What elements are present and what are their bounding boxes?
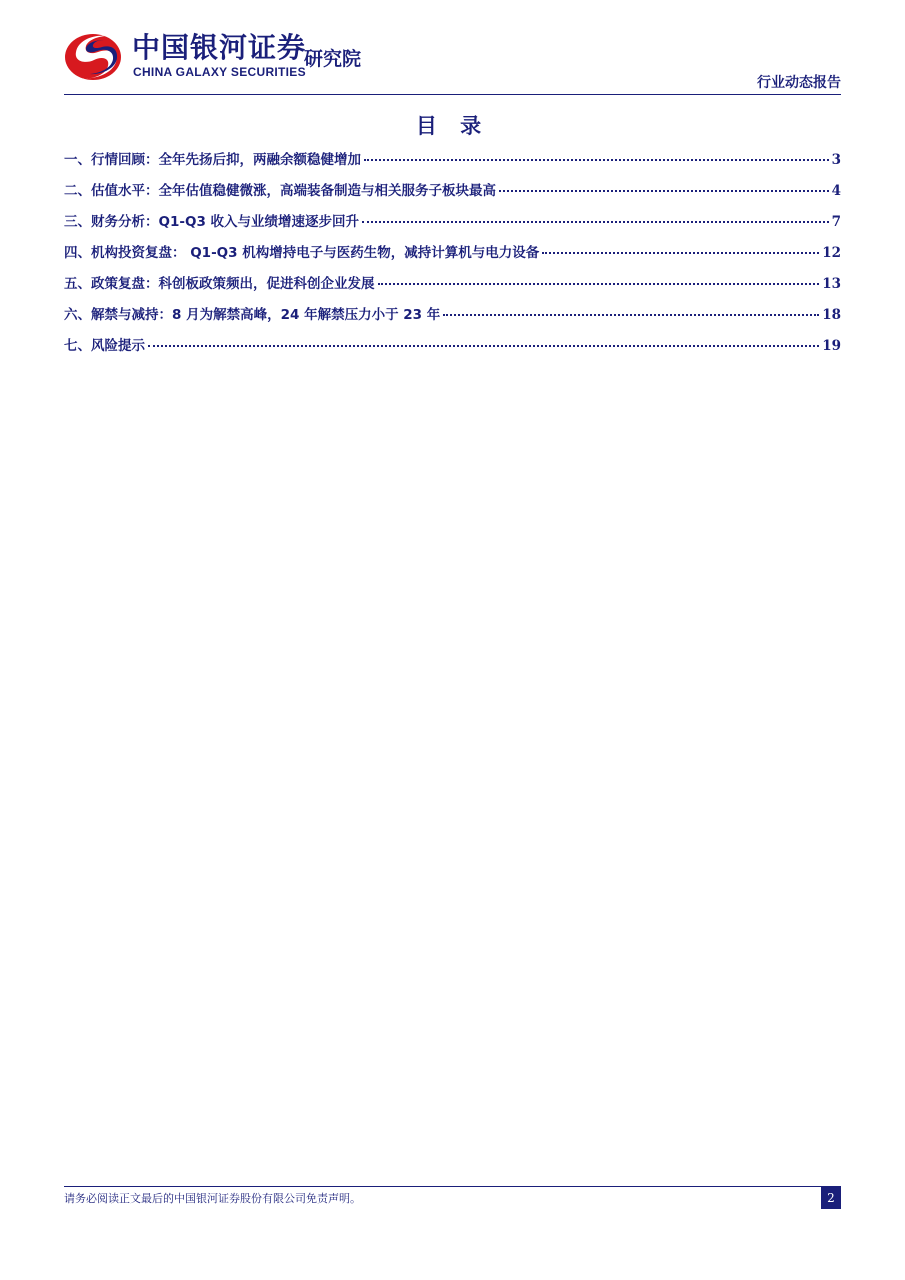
toc-item-label: 五、政策复盘：科创板政策频出，促进科创企业发展 [64,276,375,292]
report-type: 行业动态报告 [757,75,841,91]
toc-title: 目 录 [415,114,490,138]
toc-item-page: 13 [822,276,841,292]
toc-item-page: 7 [831,214,841,230]
toc-item[interactable] [64,272,841,303]
toc-item-page: 19 [822,338,841,354]
brand-name-cn: 中国银河证券 [132,31,307,64]
page-number: 2 [821,1187,841,1209]
toc-item[interactable] [64,303,841,334]
toc-leader-dots [378,283,820,285]
toc-item-page: 18 [822,307,841,323]
table-of-contents [64,148,841,365]
toc-item-page: 12 [822,245,841,261]
header-divider [64,94,841,95]
toc-leader-dots [364,159,829,161]
toc-leader-dots [499,190,829,192]
brand-name-en: CHINA GALAXY SECURITIES [133,65,306,79]
page-header [64,26,841,96]
toc-leader-dots [362,221,829,223]
toc-item-page: 4 [831,183,841,199]
galaxy-logo-icon [64,30,126,82]
toc-item-label: 六、解禁与减持：8 月为解禁高峰，24 年解禁压力小于 23 年 [64,307,441,323]
toc-item-label: 三、财务分析：Q1-Q3 收入与业绩增速逐步回升 [64,214,360,230]
footer-divider [64,1186,841,1187]
toc-item-label: 二、估值水平：全年估值稳健微涨，高端装备制造与相关服务子板块最高 [64,183,496,199]
toc-leader-dots [443,314,819,316]
toc-item-label: 一、行情回顾：全年先扬后抑，两融余额稳健增加 [64,152,361,168]
brand-subtitle: 研究院 [304,48,362,70]
toc-item-label: 四、机构投资复盘： Q1-Q3 机构增持电子与医药生物，减持计算机与电力设备 [64,245,540,261]
toc-item-page: 3 [831,152,841,168]
toc-item[interactable] [64,241,841,272]
toc-item[interactable] [64,210,841,241]
toc-item[interactable] [64,179,841,210]
toc-leader-dots [542,252,819,254]
toc-item[interactable] [64,334,841,365]
toc-item-label: 七、风险提示 [64,338,145,354]
toc-leader-dots [148,345,819,347]
footer-disclaimer: 请务必阅读正文最后的中国银河证券股份有限公司免责声明。 [64,1192,361,1205]
toc-item[interactable] [64,148,841,179]
